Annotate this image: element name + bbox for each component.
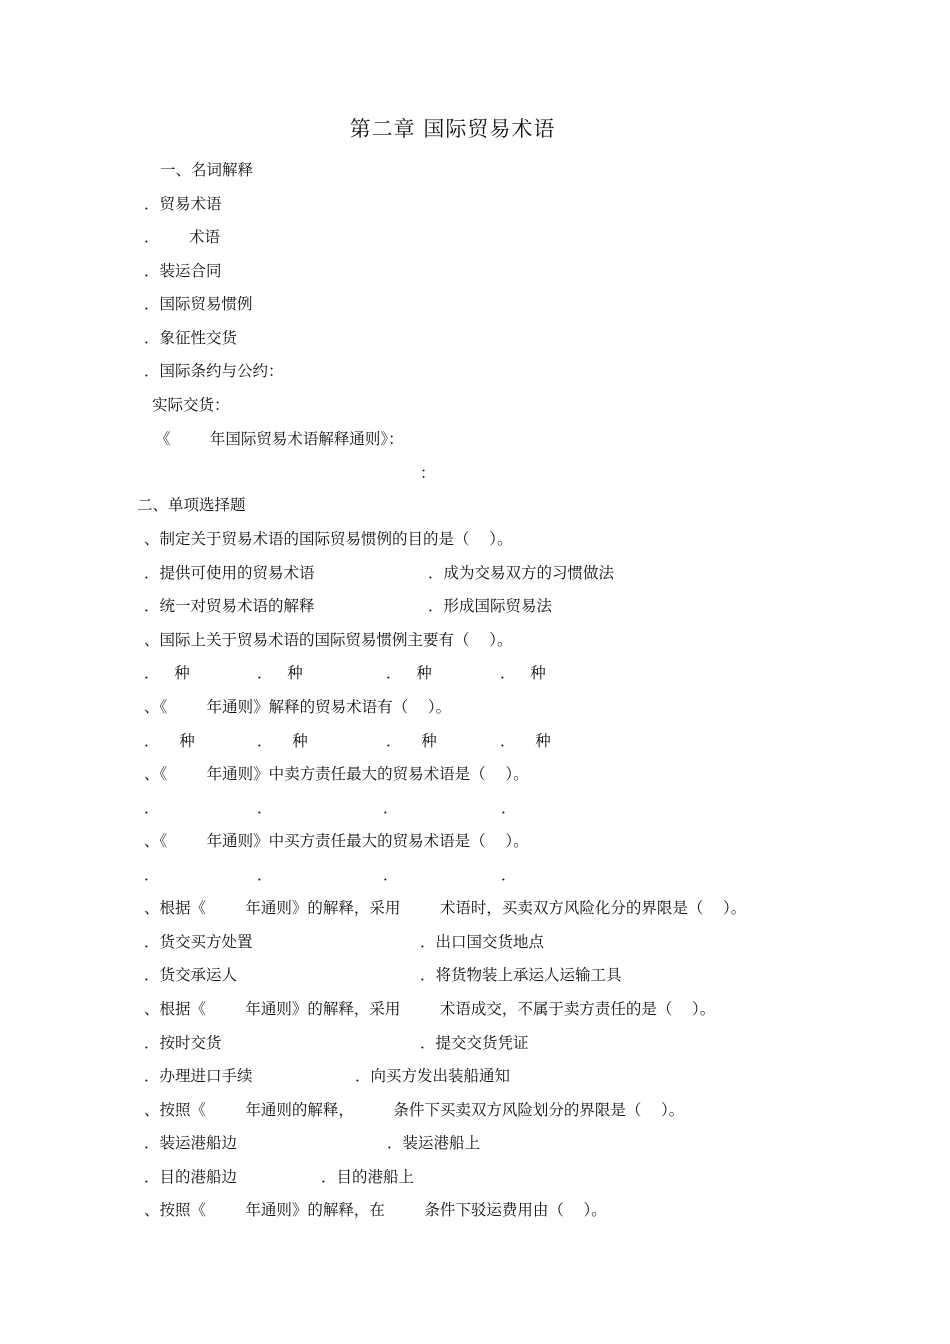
section-heading-2: 二、单项选择题 — [137, 496, 246, 514]
option-c: ．统一对贸易术语的解释 — [144, 597, 315, 615]
section-heading-1: 一、名词解释 — [160, 161, 254, 179]
question-stem: 、国际上关于贸易术语的国际贸易惯例主要有（ ）。 — [144, 631, 513, 649]
option-b: ．装运港船上 — [387, 1134, 481, 1152]
option-b: ．出口国交货地点 — [420, 933, 545, 951]
option-b: ． — [257, 866, 273, 884]
option-c: ．货交承运人 — [144, 966, 238, 984]
option-d: ． 种 — [500, 664, 546, 682]
term-item: ．象征性交货 — [144, 329, 238, 347]
option-a: ．按时交货 — [144, 1034, 222, 1052]
option-c: ．目的港船边 — [144, 1168, 238, 1186]
option-a: ． — [144, 799, 160, 817]
term-item: ．国际条约与公约： — [144, 362, 284, 380]
option-a: ．装运港船边 — [144, 1134, 238, 1152]
question-stem: 、《 年通则》解释的贸易术语有（ ）。 — [144, 698, 452, 716]
term-item: ． 术语 — [144, 228, 221, 246]
option-c: ． — [383, 866, 399, 884]
option-d: ． — [501, 866, 517, 884]
question-stem: 、《 年通则》中卖方责任最大的贸易术语是（ ）。 — [144, 765, 529, 783]
option-d: ． 种 — [500, 732, 551, 750]
option-c: ． — [383, 799, 399, 817]
term-item: 《 年国际贸易术语解释通则》： — [155, 430, 404, 448]
option-a: ．货交买方处置 — [144, 933, 253, 951]
option-b: ． — [257, 799, 273, 817]
option-a: ．提供可使用的贸易术语 — [144, 564, 315, 582]
option-c: ． 种 — [386, 664, 432, 682]
option-a: ． 种 — [144, 664, 190, 682]
term-item: ： — [420, 464, 436, 482]
option-b: ． 种 — [257, 664, 303, 682]
term-item: ．装运合同 — [144, 262, 222, 280]
option-d: ． — [501, 799, 517, 817]
option-d: ．将货物装上承运人运输工具 — [420, 966, 622, 984]
question-stem: 、按照《 年通则的解释， 条件下买卖双方风险划分的界限是（ ）。 — [144, 1101, 685, 1119]
question-stem: 、根据《 年通则》的解释，采用 术语成交，不属于卖方责任的是（ ）。 — [144, 1000, 716, 1018]
option-b: ．成为交易双方的习惯做法 — [428, 564, 615, 582]
option-d: ．目的港船上 — [321, 1168, 415, 1186]
term-item: ．贸易术语 — [144, 195, 222, 213]
option-a: ． 种 — [144, 732, 195, 750]
option-d: ．向买方发出装船通知 — [355, 1067, 511, 1085]
option-a: ． — [144, 866, 160, 884]
page-title: 第二章 国际贸易术语 — [349, 117, 556, 141]
option-d: ．形成国际贸易法 — [428, 597, 553, 615]
term-item: ．国际贸易惯例 — [144, 295, 253, 313]
option-b: ．提交交货凭证 — [420, 1034, 529, 1052]
question-stem: 、按照《 年通则》的解释，在 条件下驳运费用由（ ）。 — [144, 1201, 607, 1219]
question-stem: 、《 年通则》中买方责任最大的贸易术语是（ ）。 — [144, 832, 529, 850]
option-b: ． 种 — [257, 732, 308, 750]
term-item: 实际交货： — [152, 396, 230, 414]
option-c: ． 种 — [386, 732, 437, 750]
option-c: ．办理进口手续 — [144, 1067, 253, 1085]
question-stem: 、制定关于贸易术语的国际贸易惯例的目的是（ ）。 — [144, 530, 513, 548]
question-stem: 、根据《 年通则》的解释，采用 术语时，买卖双方风险化分的界限是（ ）。 — [144, 899, 747, 917]
